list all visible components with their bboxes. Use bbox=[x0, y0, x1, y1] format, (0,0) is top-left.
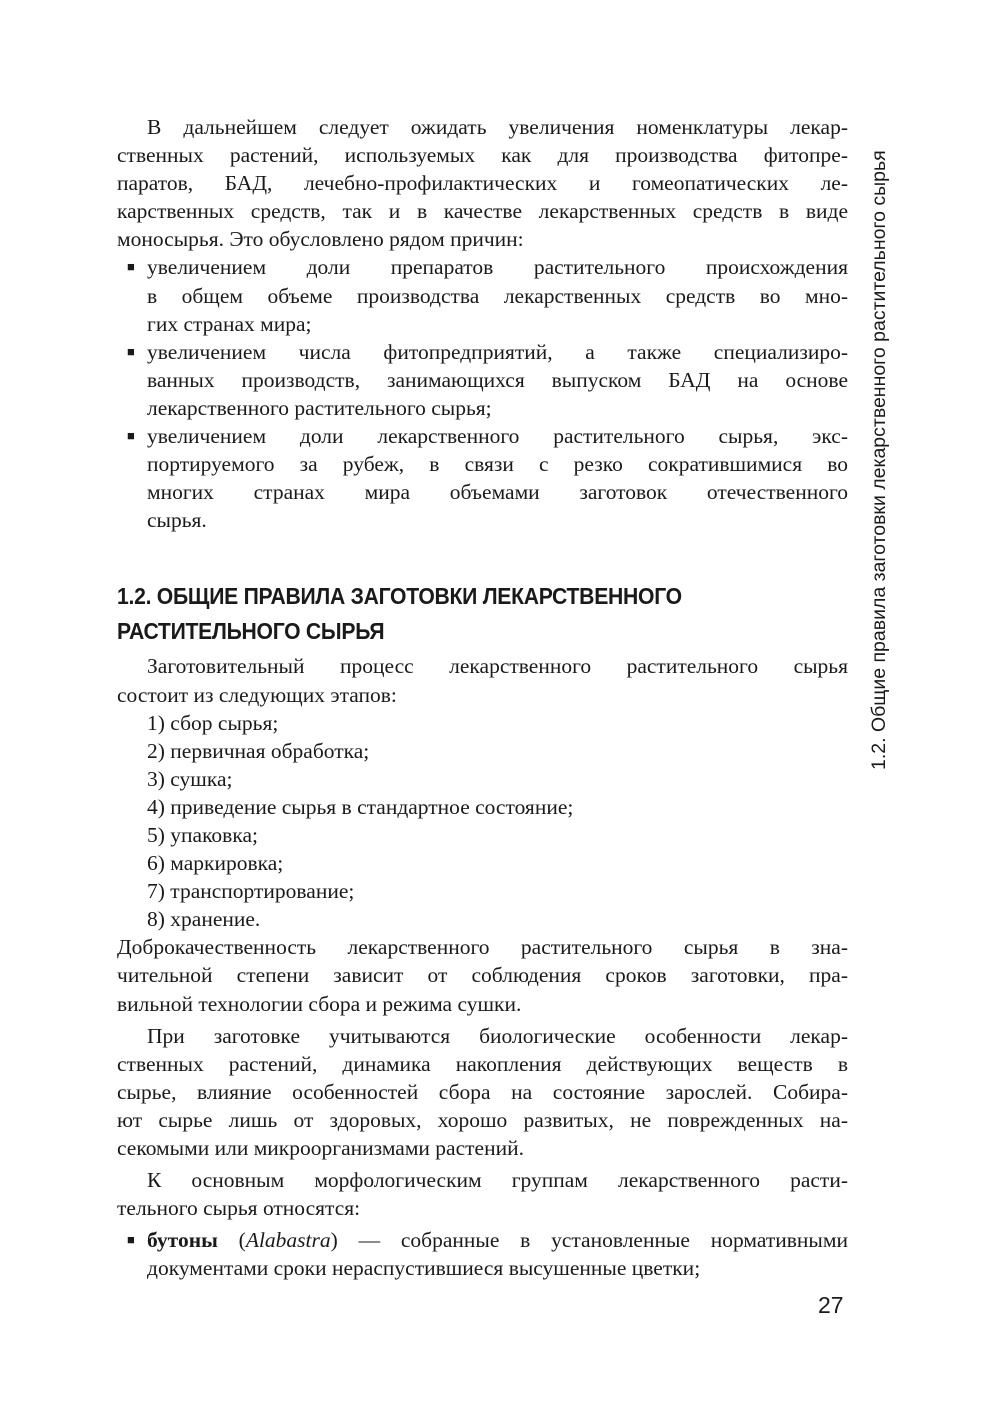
bullet-icon: ■ bbox=[127, 428, 135, 444]
text-line: 5) упаковка; bbox=[147, 822, 258, 847]
section-heading bbox=[117, 579, 790, 649]
text-line: чительной степени зависит от соблюдения сроков заготовки, пра- bbox=[117, 963, 848, 988]
text-line: лекарственного растительного сырья; bbox=[147, 395, 492, 420]
numbered-item bbox=[117, 877, 848, 905]
text-line: гих странах мира; bbox=[147, 311, 312, 336]
paragraph bbox=[117, 933, 848, 1017]
bullet-item bbox=[117, 253, 848, 337]
latin-term: Alabastra bbox=[245, 1228, 331, 1253]
numbered-item bbox=[117, 849, 848, 877]
heading-line: РАСТИТЕЛЬНОГО СЫРЬЯ bbox=[117, 618, 385, 645]
text-line: моносырья. Это обусловлено рядом причин: bbox=[117, 227, 524, 252]
text-line: многих странах мира объемами заготовок отечественного bbox=[147, 480, 848, 505]
paragraph bbox=[117, 1166, 848, 1222]
text-line: сырья. bbox=[147, 508, 207, 533]
text-line: увеличением доли препаратов растительного происхождения bbox=[147, 255, 848, 280]
bullet-item bbox=[117, 338, 848, 422]
page-number: 27 bbox=[818, 1292, 844, 1318]
text-line: При заготовке учитываются биологические особенности лекар- bbox=[147, 1023, 848, 1048]
text-line: состоит из следующих этапов: bbox=[117, 682, 397, 707]
numbered-item bbox=[117, 709, 848, 737]
text-line: К основным морфологическим группам лекарственного расти- bbox=[147, 1168, 848, 1193]
text-line: 2) первичная обработка; bbox=[147, 738, 370, 763]
page-body bbox=[117, 113, 848, 1282]
bullet-icon: ■ bbox=[127, 1232, 135, 1248]
text-line: сырье, влияние особенностей сбора на состояние зарослей. Собира- bbox=[117, 1079, 848, 1104]
text-line: В дальнейшем следует ожидать увеличения номенклатуры лекар- bbox=[147, 115, 848, 139]
text-line: в общем объеме производства лекарственных средств во мно- bbox=[147, 283, 848, 308]
text-line: документами сроки нераспустившиеся высушенные цветки; bbox=[147, 1256, 701, 1281]
text-line: 1) сбор сырья; bbox=[147, 710, 279, 735]
paragraph bbox=[117, 1022, 848, 1162]
text-line: — собранные в установленные нормативными bbox=[337, 1228, 848, 1253]
running-header: 1.2. Общие правила заготовки лекарственного растительного сырья bbox=[868, 150, 890, 770]
numbered-item bbox=[117, 765, 848, 793]
text-line: 8) хранение. bbox=[147, 907, 261, 932]
text-line: 3) сушка; bbox=[147, 766, 233, 791]
text-line: вильной технологии сбора и режима сушки. bbox=[117, 991, 522, 1016]
bullet-item bbox=[117, 422, 848, 534]
text-line: ственных растений, динамика накопления действующих веществ в bbox=[117, 1051, 848, 1076]
heading-line: 1.2. ОБЩИЕ ПРАВИЛА ЗАГОТОВКИ ЛЕКАРСТВЕННОГО bbox=[117, 583, 682, 610]
numbered-item bbox=[117, 793, 848, 821]
text-line: секомыми или микроорганизмами растений. bbox=[117, 1136, 524, 1160]
numbered-item bbox=[117, 905, 848, 933]
numbered-item bbox=[117, 821, 848, 849]
text-line: паратов, БАД, лечебно-профилактических и гомеопатических ле- bbox=[117, 171, 848, 196]
text-line: 4) приведение сырья в стандартное состояние; bbox=[147, 794, 574, 819]
text-line: ственных растений, используемых как для производства фитопре- bbox=[117, 143, 848, 168]
bullet-icon: ■ bbox=[127, 343, 135, 359]
bullet-item: ■ бутоны (Alabastra) — собранные в установленные нормативными документами сроки нераспустившиеся высушенные цветки; bbox=[127, 1228, 848, 1281]
text-line: тельного сырья относятся: bbox=[117, 1196, 361, 1221]
text-line: портируемого за рубеж, в связи с резко сократившимися во bbox=[147, 452, 848, 477]
bullet-icon: ■ bbox=[127, 259, 135, 275]
term: бутоны bbox=[147, 1228, 218, 1253]
numbered-item bbox=[117, 737, 848, 765]
text-line: ют сырье лишь от здоровых, хорошо развитых, не поврежденных на- bbox=[117, 1107, 848, 1132]
text-line: 7) транспортирование; bbox=[147, 879, 355, 904]
paragraph bbox=[117, 113, 848, 253]
text-line: 6) маркировка; bbox=[147, 851, 284, 876]
text-line: карственных средств, так и в качестве лекарственных средств в виде bbox=[117, 199, 848, 224]
text-line: Заготовительный процесс лекарственного растительного сырья bbox=[147, 654, 848, 679]
text-line: увеличением числа фитопредприятий, а также специализиро- bbox=[147, 339, 848, 364]
text-line: Доброкачественность лекарственного растительного сырья в зна- bbox=[117, 935, 848, 960]
paragraph bbox=[117, 652, 848, 708]
text-line: увеличением доли лекарственного растительного сырья, экс- bbox=[147, 424, 848, 449]
text-line: ванных производств, занимающихся выпуском БАД на основе bbox=[147, 367, 848, 392]
